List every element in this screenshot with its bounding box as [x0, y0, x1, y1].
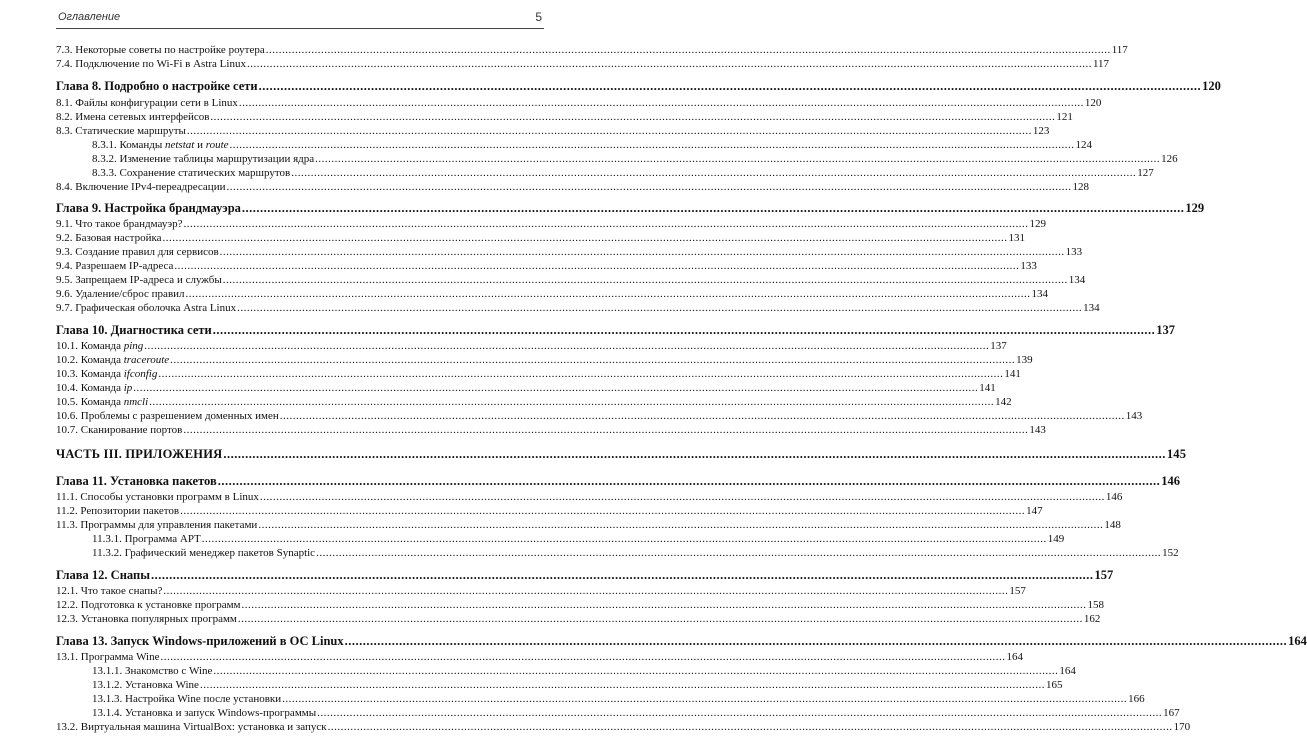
toc-page-number: 165	[1045, 679, 1063, 691]
toc-entry-title: 11.2. Репозитории пакетов	[56, 505, 180, 517]
dot-leader: ....................................................................................................................................................................................................................................................................	[174, 260, 1020, 272]
toc-page-number: 148	[1104, 519, 1121, 531]
toc-entry	[56, 179, 1089, 193]
toc-entry	[56, 216, 1046, 230]
dot-leader: ....................................................................................................................................................................................................................................................................	[238, 97, 1084, 109]
dot-leader: ....................................................................................................................................................................................................................................................................	[317, 707, 1163, 719]
toc-entry	[56, 272, 1086, 286]
toc-entry-title: 8.3.2. Изменение таблицы маршрутизации ядра	[92, 153, 315, 165]
dot-leader: ....................................................................................................................................................................................................................................................................	[344, 634, 1288, 648]
toc-page-number: 146	[1105, 491, 1123, 503]
dot-leader: ....................................................................................................................................................................................................................................................................	[279, 410, 1125, 422]
toc-entry	[56, 300, 1100, 314]
dot-leader: ....................................................................................................................................................................................................................................................................	[226, 181, 1072, 193]
dot-leader: ....................................................................................................................................................................................................................................................................	[183, 218, 1029, 230]
toc-page-number: 134	[1068, 274, 1086, 286]
toc-entry-title: 10.7. Сканирование портов	[56, 424, 183, 436]
toc-entry-title: 7.3. Некоторые советы по настройке роутера	[56, 44, 265, 56]
toc-page-number: 157	[1094, 568, 1114, 582]
toc-entry-title: 8.3. Статические маршруты	[56, 125, 186, 137]
toc-chapter-heading	[56, 446, 1187, 461]
dot-leader: ....................................................................................................................................................................................................................................................................	[163, 585, 1009, 597]
toc-page-number: 127	[1137, 167, 1154, 179]
toc-chapter-heading	[56, 78, 1221, 93]
toc-entry	[92, 165, 1154, 179]
toc-entry-title: ЧАСТЬ III. ПРИЛОЖЕНИЯ	[56, 447, 223, 461]
toc-entry	[92, 691, 1145, 705]
dot-leader: ....................................................................................................................................................................................................................................................................	[144, 340, 990, 352]
toc-page-number: 134	[1031, 288, 1049, 300]
toc-entry-title: 13.2. Виртуальная машина VirtualBox: установка и запуск	[56, 721, 327, 733]
dot-leader: ....................................................................................................................................................................................................................................................................	[201, 533, 1047, 545]
toc-page-number: 146	[1161, 474, 1180, 488]
toc-entry-title: Глава 13. Запуск Windows-приложений в ОС Linux	[56, 634, 344, 648]
toc-entry	[92, 663, 1076, 677]
toc-entry-title: 9.2. Базовая настройка	[56, 232, 162, 244]
dot-leader: ....................................................................................................................................................................................................................................................................	[160, 651, 1006, 663]
toc-entry	[56, 258, 1037, 272]
toc-entry	[92, 137, 1093, 151]
toc-page-number: 126	[1161, 153, 1178, 165]
toc-entry-title: 13.1. Программа Wine	[56, 651, 160, 663]
dot-leader: ....................................................................................................................................................................................................................................................................	[186, 125, 1032, 137]
dot-leader: ....................................................................................................................................................................................................................................................................	[229, 139, 1075, 151]
running-header	[56, 10, 544, 29]
toc-entry-title: 10.3. Команда ifconfig	[56, 368, 158, 380]
toc-page-number: 152	[1162, 547, 1179, 559]
toc-entry-title: 13.1.3. Настройка Wine после установки	[92, 693, 282, 705]
toc-page-number: 167	[1163, 707, 1180, 719]
dot-leader: ....................................................................................................................................................................................................................................................................	[133, 382, 979, 394]
dot-leader: ....................................................................................................................................................................................................................................................................	[258, 519, 1104, 531]
toc-chapter-heading	[56, 200, 1205, 215]
toc-page-number: 117	[1111, 44, 1128, 56]
dot-leader: ....................................................................................................................................................................................................................................................................	[282, 693, 1128, 705]
toc-entry	[56, 583, 1026, 597]
toc-entry	[92, 545, 1179, 559]
toc-entry-title: 9.7. Графическая оболочка Astra Linux	[56, 302, 237, 314]
toc-entry-title: 11.3. Программы для управления пакетами	[56, 519, 258, 531]
toc-page-number: 121	[1056, 111, 1073, 123]
dot-leader: ....................................................................................................................................................................................................................................................................	[223, 447, 1166, 461]
toc-entry-title: 13.1.4. Установка и запуск Windows-программы	[92, 707, 317, 719]
dot-leader: ....................................................................................................................................................................................................................................................................	[185, 288, 1031, 300]
toc-page-number: 157	[1009, 585, 1026, 597]
toc-entry	[56, 517, 1121, 531]
toc-entry-title: Глава 12. Снапы	[56, 568, 150, 582]
toc-entry	[56, 244, 1083, 258]
dot-leader: ....................................................................................................................................................................................................................................................................	[258, 79, 1202, 93]
toc-chapter-heading	[56, 322, 1175, 337]
toc-entry-title: 12.1. Что такое снапы?	[56, 585, 163, 597]
toc-page-number: 149	[1047, 533, 1065, 545]
dot-leader: ....................................................................................................................................................................................................................................................................	[213, 665, 1059, 677]
toc-page-number: 124	[1075, 139, 1093, 151]
toc-entry-title: 12.3. Установка популярных программ	[56, 613, 237, 625]
toc-entry-title: 7.4. Подключение по Wi-Fi в Astra Linux	[56, 58, 246, 70]
toc-entry-title: 12.2. Подготовка к установке программ	[56, 599, 241, 611]
toc-entry-title: 9.3. Создание правил для сервисов	[56, 246, 219, 258]
toc-page-number: 137	[1156, 323, 1175, 337]
toc-page-number: 128	[1072, 181, 1089, 193]
toc-page-number: 143	[1029, 424, 1046, 436]
toc-chapter-heading	[56, 633, 1307, 648]
toc-page-number: 145	[1166, 447, 1187, 461]
dot-leader: ....................................................................................................................................................................................................................................................................	[316, 547, 1162, 559]
dot-leader: ....................................................................................................................................................................................................................................................................	[210, 111, 1056, 123]
toc-page-number: 166	[1128, 693, 1145, 705]
toc-page-number: 139	[1016, 354, 1033, 366]
dot-leader: ....................................................................................................................................................................................................................................................................	[180, 505, 1026, 517]
toc-page-number: 147	[1026, 505, 1043, 517]
toc-entry	[56, 489, 1123, 503]
toc-entry	[56, 42, 1128, 56]
toc-entry-title: 11.1. Способы установки программ в Linux	[56, 491, 259, 503]
dot-leader: ....................................................................................................................................................................................................................................................................	[170, 354, 1016, 366]
toc-entry	[56, 338, 1007, 352]
dot-leader: ....................................................................................................................................................................................................................................................................	[246, 58, 1092, 70]
toc-entry	[56, 611, 1101, 625]
toc-page-number: 134	[1083, 302, 1100, 314]
toc-page-number: 141	[979, 382, 996, 394]
toc-entry	[56, 352, 1033, 366]
toc-entry-title: 8.1. Файлы конфигурации сети в Linux	[56, 97, 238, 109]
toc-entry-title: 11.3.2. Графический менеджер пакетов Synaptic	[92, 547, 316, 559]
dot-leader: ....................................................................................................................................................................................................................................................................	[241, 599, 1087, 611]
dot-leader: ....................................................................................................................................................................................................................................................................	[183, 424, 1029, 436]
toc-page-number: 133	[1065, 246, 1083, 258]
toc-entry-title: 10.2. Команда traceroute	[56, 354, 170, 366]
toc-page-number: 141	[1004, 368, 1021, 380]
dot-leader: ....................................................................................................................................................................................................................................................................	[241, 201, 1185, 215]
toc-entry-title: 10.1. Команда ping	[56, 340, 144, 352]
toc-entry	[92, 677, 1063, 691]
dot-leader: ....................................................................................................................................................................................................................................................................	[237, 613, 1083, 625]
toc-page-number: 164	[1006, 651, 1023, 663]
dot-leader: ....................................................................................................................................................................................................................................................................	[265, 44, 1111, 56]
toc-entry	[56, 422, 1046, 436]
toc-entry-title: Глава 8. Подробно о настройке сети	[56, 79, 258, 93]
toc-page-number: 133	[1020, 260, 1037, 272]
toc-page-number: 129	[1029, 218, 1046, 230]
dot-leader: ....................................................................................................................................................................................................................................................................	[162, 232, 1008, 244]
dot-leader: ....................................................................................................................................................................................................................................................................	[199, 679, 1045, 691]
toc-page-number: 170	[1173, 721, 1191, 733]
toc-entry	[56, 56, 1110, 70]
toc-entry	[56, 394, 1012, 408]
dot-leader: ....................................................................................................................................................................................................................................................................	[315, 153, 1161, 165]
toc-page-number: 117	[1092, 58, 1110, 70]
toc-entry	[56, 597, 1105, 611]
header-page-number: 5	[535, 10, 542, 24]
dot-leader: ....................................................................................................................................................................................................................................................................	[327, 721, 1173, 733]
toc-entry	[56, 649, 1023, 663]
dot-leader: ....................................................................................................................................................................................................................................................................	[219, 246, 1065, 258]
dot-leader: ....................................................................................................................................................................................................................................................................	[149, 396, 995, 408]
toc-page-number: 129	[1185, 201, 1205, 215]
toc-page-number: 158	[1087, 599, 1105, 611]
toc-entry-title: 9.5. Запрещаем IP-адреса и службы	[56, 274, 222, 286]
toc-entry	[56, 230, 1026, 244]
toc-entry-title: Глава 9. Настройка брандмауэра	[56, 201, 241, 215]
toc-entry	[92, 151, 1178, 165]
toc-entry-title: 13.1.1. Знакомство с Wine	[92, 665, 213, 677]
toc-entry-title: 8.2. Имена сетевых интерфейсов	[56, 111, 210, 123]
toc-entry-title: Глава 11. Установка пакетов	[56, 474, 217, 488]
toc-page-number: 142	[995, 396, 1012, 408]
toc-page-number: 131	[1008, 232, 1026, 244]
toc-entry	[56, 109, 1073, 123]
dot-leader: ....................................................................................................................................................................................................................................................................	[212, 323, 1156, 337]
toc-page-number: 120	[1202, 79, 1221, 93]
toc-entry-title: 10.4. Команда ip	[56, 382, 133, 394]
toc-entry-title: 8.4. Включение IPv4-переадресации	[56, 181, 226, 193]
toc-page-number: 164	[1059, 665, 1076, 677]
toc-entry-title: Глава 10. Диагностика сети	[56, 323, 212, 337]
toc-entry-title: 9.4. Разрешаем IP-адреса	[56, 260, 174, 272]
toc-entry-title: 11.3.1. Программа APT	[92, 533, 201, 545]
toc-entry-title: 13.1.2. Установка Wine	[92, 679, 199, 691]
header-title: Оглавление	[58, 11, 121, 23]
toc-entry	[56, 286, 1049, 300]
toc-chapter-heading	[56, 567, 1114, 582]
dot-leader: ....................................................................................................................................................................................................................................................................	[291, 167, 1137, 179]
toc-page-number: 123	[1032, 125, 1050, 137]
toc-entry	[92, 705, 1180, 719]
toc-page-number: 120	[1084, 97, 1102, 109]
toc-entry	[56, 380, 996, 394]
toc-entry	[56, 408, 1143, 422]
toc-entry	[56, 123, 1050, 137]
toc-entry	[56, 95, 1102, 109]
toc-entry-title: 8.3.3. Сохранение статических маршрутов	[92, 167, 291, 179]
toc-entry-title: 9.1. Что такое брандмауэр?	[56, 218, 183, 230]
toc-entry	[56, 503, 1043, 517]
toc-entry	[56, 719, 1191, 733]
dot-leader: ....................................................................................................................................................................................................................................................................	[237, 302, 1083, 314]
dot-leader: ....................................................................................................................................................................................................................................................................	[217, 474, 1161, 488]
toc-entry-title: 10.5. Команда nmcli	[56, 396, 149, 408]
toc-entry	[92, 531, 1065, 545]
toc-entry-title: 10.6. Проблемы с разрешением доменных имен	[56, 410, 279, 422]
toc-page-number: 137	[990, 340, 1007, 352]
toc-entry-title: 9.6. Удаление/сброс правил	[56, 288, 185, 300]
toc-page-number: 143	[1125, 410, 1143, 422]
dot-leader: ....................................................................................................................................................................................................................................................................	[150, 568, 1094, 582]
toc-entry-title: 8.3.1. Команды netstat и route	[92, 139, 229, 151]
toc-page-number: 162	[1083, 613, 1101, 625]
dot-leader: ....................................................................................................................................................................................................................................................................	[222, 274, 1068, 286]
toc-page-number: 164	[1288, 634, 1307, 648]
dot-leader: ....................................................................................................................................................................................................................................................................	[158, 368, 1004, 380]
toc-chapter-heading	[56, 473, 1180, 488]
toc-entry	[56, 366, 1021, 380]
dot-leader: ....................................................................................................................................................................................................................................................................	[259, 491, 1105, 503]
